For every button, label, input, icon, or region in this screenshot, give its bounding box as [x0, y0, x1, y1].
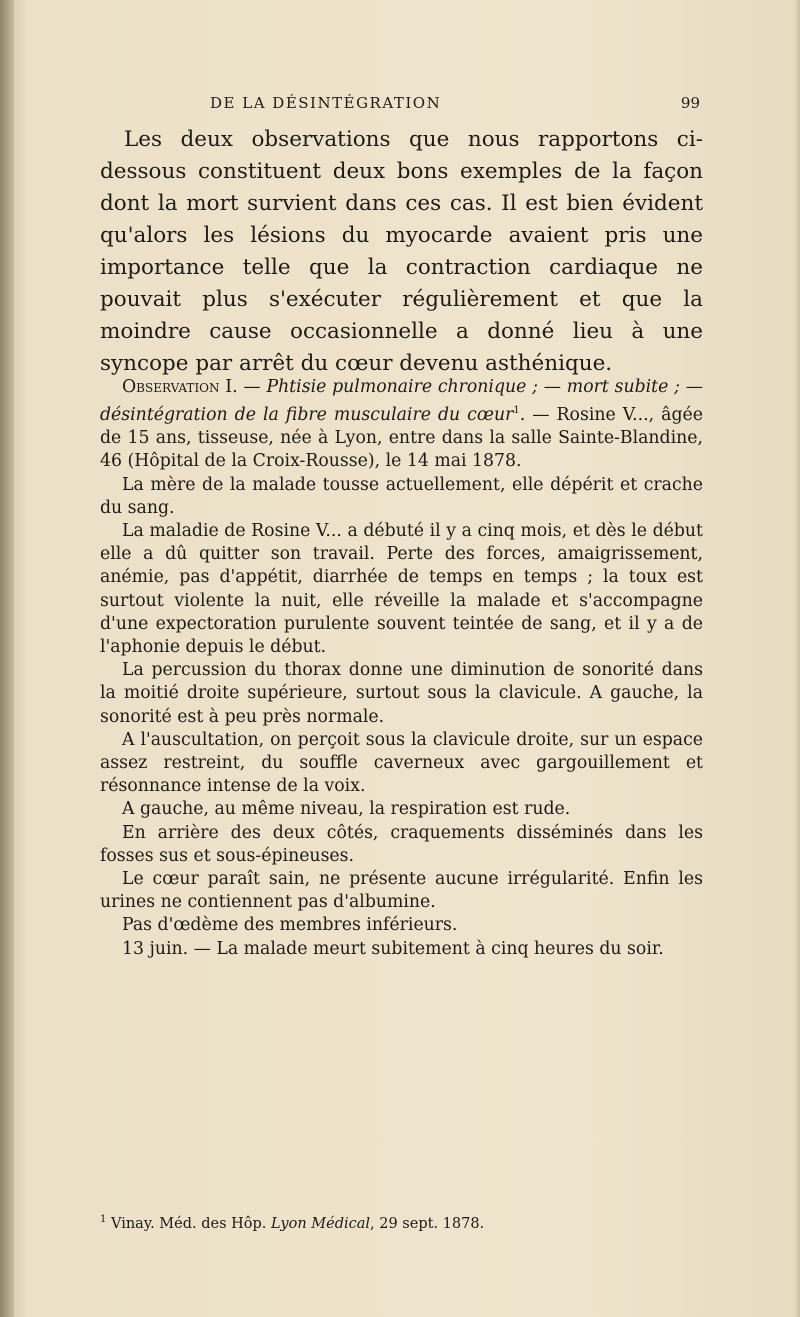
- running-header: [100, 94, 700, 118]
- footnote: [100, 1210, 703, 1234]
- paragraph: A l'auscultation, on perçoit sous la clavicule droite, sur un espace assez restreint, du souffle caverneux avec gargouillement et résonnance intense de la voix.: [100, 729, 703, 797]
- observation-heading: [100, 376, 703, 474]
- observation-body: [100, 376, 703, 961]
- paragraph: 13 juin. — La malade meurt subitement à cinq heures du soir.: [122, 938, 664, 959]
- footnote-mark: 1: [100, 1214, 107, 1225]
- page-number: 99: [680, 94, 700, 112]
- footnote-journal: Lyon Médical: [271, 1215, 371, 1232]
- footnote-text: Vinay. Méd. des Hôp.: [106, 1215, 272, 1232]
- footnote-reference[interactable]: 1: [513, 405, 520, 417]
- running-title: DE LA DÉSINTÉGRATION: [210, 94, 442, 112]
- observation-title: Phtisie pulmonaire chronique ; — mort subite ; — désintégration de la fibre musculaire du cœur: [100, 377, 703, 425]
- paragraph: La mère de la malade tousse actuellement, elle dépérit et crache du sang.: [100, 474, 703, 518]
- paragraph: A gauche, au même niveau, la respiration est rude.: [122, 799, 571, 820]
- page-spine-shadow: [0, 0, 14, 1317]
- intro-paragraph: Les deux observations que nous rapportons ci-dessous constituent deux bons exemples de la façon dont la mort survient dans ces cas. Il est bien évident qu'alors les lésions du myocarde avaient pris une importance telle que la contraction cardiaque ne pouvait plus s'exécuter régulièrement et que la moindre cause occasionnelle a donné lieu à une syncope par arrêt du cœur devenu asthénique.: [100, 127, 703, 376]
- paragraph: La percussion du thorax donne une diminution de sonorité dans la moitié droite supérieure, surtout sous la clavicule. A gauche, la sonorité est à peu près normale.: [100, 660, 703, 727]
- observation-patient-intro: . — Rosine V..., âgée de 15 ans, tisseuse, née à Lyon, entre dans la salle Sainte-Blandine, 46 (Hôpital de la Croix-Rousse), le 14 mai 1878.: [100, 404, 703, 472]
- footnote-date: , 29 sept. 1878.: [370, 1215, 485, 1232]
- paragraph: Le cœur paraît sain, ne présente aucune irrégularité. Enfin les urines ne contiennent pas d'albumine.: [100, 869, 703, 913]
- observation-dash: —: [237, 377, 267, 397]
- paragraph: Pas d'œdème des membres inférieurs.: [122, 915, 458, 936]
- paragraph: La maladie de Rosine V... a débuté il y a cinq mois, et dès le début elle a dû quitter son travail. Perte des forces, amaigrissement, anémie, pas d'appétit, diarrhée de temps en temps ; la toux est surtout violente la nuit, elle réveille la malade et s'accompagne d'une expectoration purulente souvent teintée de sang, et il y a de l'aphonie depuis le début.: [100, 520, 703, 657]
- observation-label: Observation I.: [122, 377, 238, 397]
- paragraph: En arrière des deux côtés, craquements disséminés dans les fosses sus et sous-épineuses.: [100, 822, 703, 866]
- page-edge: [794, 0, 800, 1317]
